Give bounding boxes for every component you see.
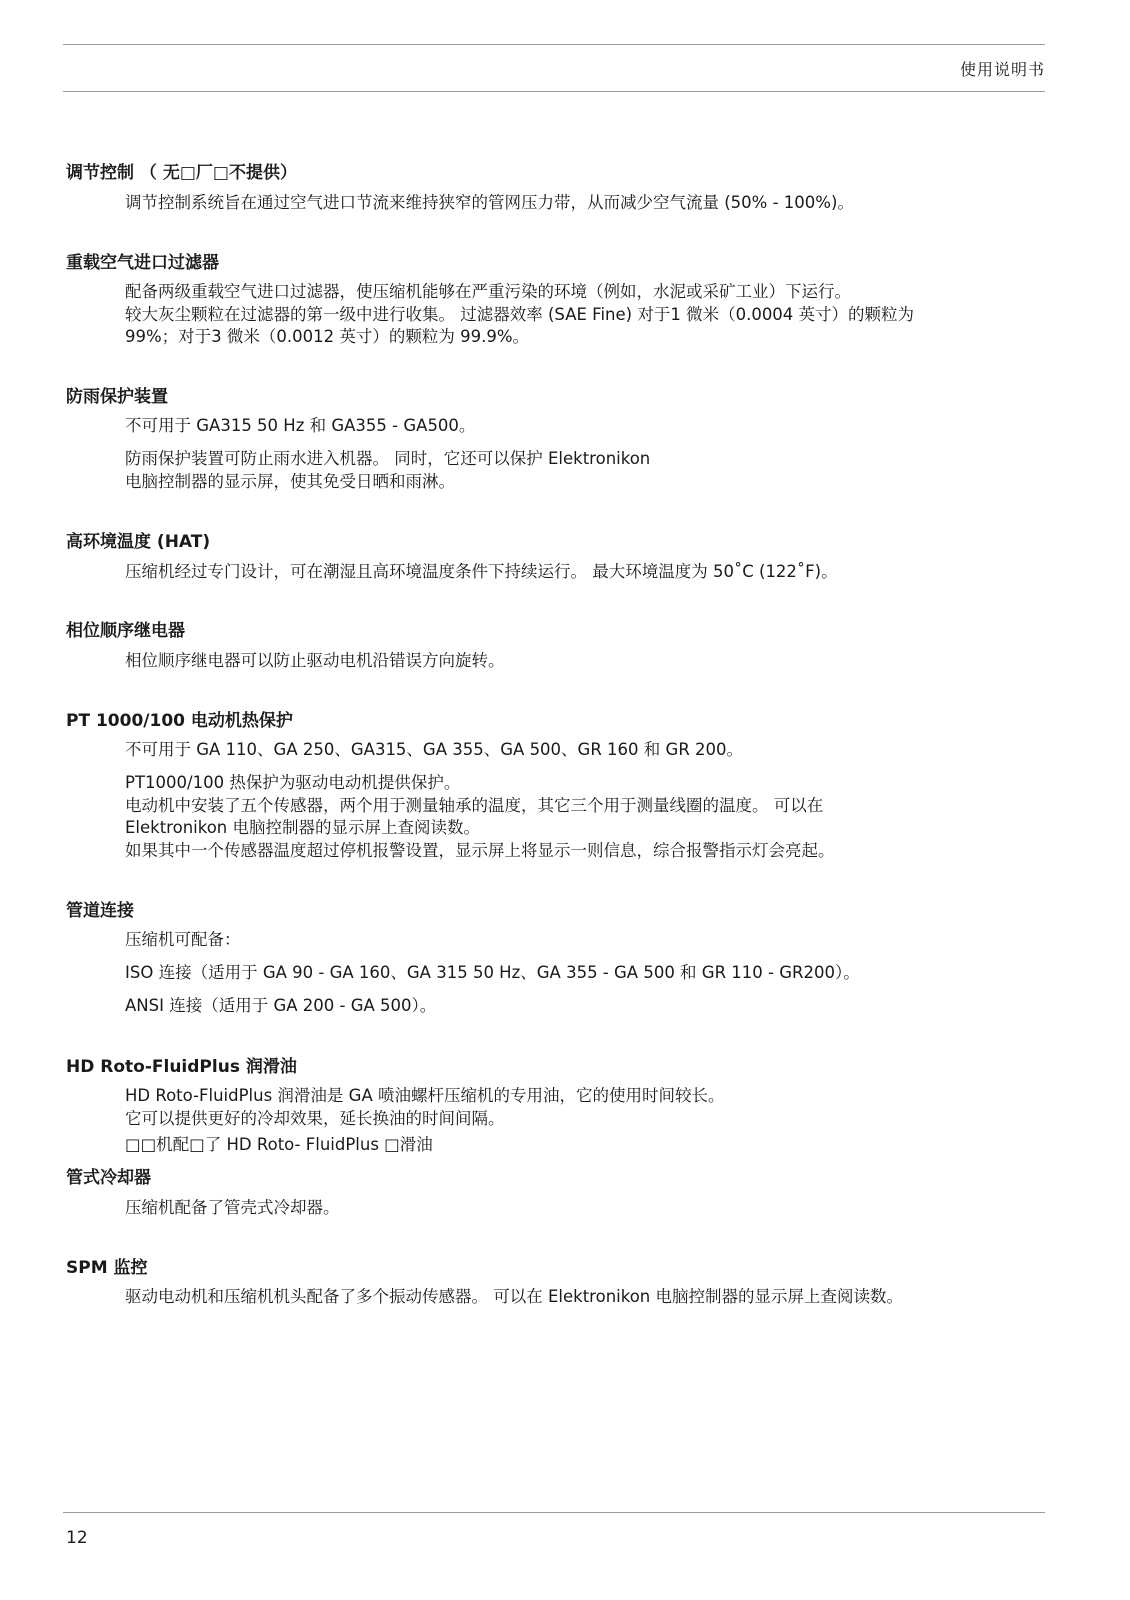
text-line: 相位顺序继电器可以防止驱动电机沿错误方向旋转。	[125, 651, 505, 670]
text-line: 不可用于 GA 110、GA 250、GA315、GA 355、GA 500、GR 160 和 GR 200。	[125, 740, 744, 759]
section-heading-tube-cooler: 管式冷却器	[66, 1168, 151, 1188]
text-line: 防雨保护装置可防止雨水进入机器。 同时，它还可以保护 Elektronikon	[125, 449, 651, 468]
paragraph	[125, 192, 1035, 215]
text-line: 较大灰尘颗粒在过滤器的第一级中进行收集。 过滤器效率 (SAE Fine) 对于1 微米（0.0004 英寸）的颗粒为	[125, 304, 915, 324]
section-heading-regulation-control: 调节控制 （ 无□厂□不提供）	[66, 163, 297, 183]
page-number: 12	[66, 1528, 88, 1548]
text-line: 配备两级重载空气进口过滤器，使压缩机能够在严重污染的环境（例如，水泥或采矿工业）下运行。	[125, 282, 851, 301]
section-heading-phase-relay: 相位顺序继电器	[66, 621, 185, 641]
text-line: HD Roto-FluidPlus 润滑油是 GA 喷油螺杆压缩机的专用油，它的使用时间较长。	[125, 1086, 725, 1105]
section-heading-pipe-connection: 管道连接	[66, 901, 134, 921]
text-line: 压缩机经过专门设计，可在潮湿且高环境温度条件下持续运行。 最大环境温度为 50˚C (122˚F)。	[125, 562, 838, 581]
paragraph	[125, 995, 1035, 1018]
text-line: 压缩机配备了管壳式冷却器。	[125, 1198, 340, 1217]
section-heading-spm: SPM 监控	[66, 1258, 148, 1278]
paragraph	[125, 448, 1035, 493]
paragraph	[125, 929, 1035, 952]
text-line: 调节控制系统旨在通过空气进口节流来维持狭窄的管网压力带，从而减少空气流量 (50% - 100%)。	[125, 193, 854, 212]
text-line: 99%；对于3 微米（0.0012 英寸）的颗粒为 99.9%。	[125, 327, 530, 346]
text-line: □□机配□了 HD Roto- FluidPlus □滑油	[125, 1135, 433, 1154]
paragraph	[125, 561, 1035, 584]
paragraph	[125, 1085, 1035, 1157]
text-line: Elektronikon 电脑控制器的显示屏上查阅读数。	[125, 818, 481, 837]
footer-rule	[63, 1512, 1045, 1513]
section-heading-weather-protection: 防雨保护装置	[66, 387, 168, 407]
section-heading-hat: 高环境温度 (HAT)	[66, 532, 211, 552]
text-line: 不可用于 GA315 50 Hz 和 GA355 - GA500。	[125, 416, 476, 435]
section-heading-lubricant: HD Roto-FluidPlus 润滑油	[66, 1057, 297, 1077]
paragraph	[125, 415, 1035, 438]
text-line: ISO 连接（适用于 GA 90 - GA 160、GA 315 50 Hz、GA 355 - GA 500 和 GR 110 - GR200）。	[125, 963, 860, 982]
section-heading-pt1000: PT 1000/100 电动机热保护	[66, 711, 293, 731]
text-line: 电动机中安装了五个传感器，两个用于测量轴承的温度，其它三个用于测量线圈的温度。 可以在	[125, 795, 824, 815]
text-line: 驱动电动机和压缩机机头配备了多个振动传感器。 可以在 Elektronikon 电脑控制器的显示屏上查阅读数。	[125, 1287, 903, 1306]
section-heading-air-filter: 重载空气进口过滤器	[66, 253, 219, 273]
text-line: PT1000/100 热保护为驱动电动机提供保护。	[125, 773, 461, 792]
paragraph	[125, 1286, 1035, 1309]
text-line: ANSI 连接（适用于 GA 200 - GA 500）。	[125, 996, 437, 1015]
text-line: 如果其中一个传感器温度超过停机报警设置，显示屏上将显示一则信息，综合报警指示灯会亮起。	[125, 840, 835, 860]
paragraph	[125, 739, 1035, 762]
paragraph	[125, 650, 1035, 673]
header-rule-top	[63, 44, 1045, 45]
header-rule-bottom	[63, 91, 1045, 92]
document-title: 使用说明书	[959, 60, 1045, 79]
text-line: 电脑控制器的显示屏，使其免受日晒和雨淋。	[125, 471, 455, 491]
paragraph	[125, 281, 1035, 349]
paragraph	[125, 772, 1035, 862]
text-line: 压缩机可配备：	[125, 930, 241, 949]
paragraph	[125, 1197, 1035, 1220]
text-line: 它可以提供更好的冷却效果，延长换油的时间间隔。	[125, 1108, 505, 1128]
paragraph	[125, 962, 1035, 985]
